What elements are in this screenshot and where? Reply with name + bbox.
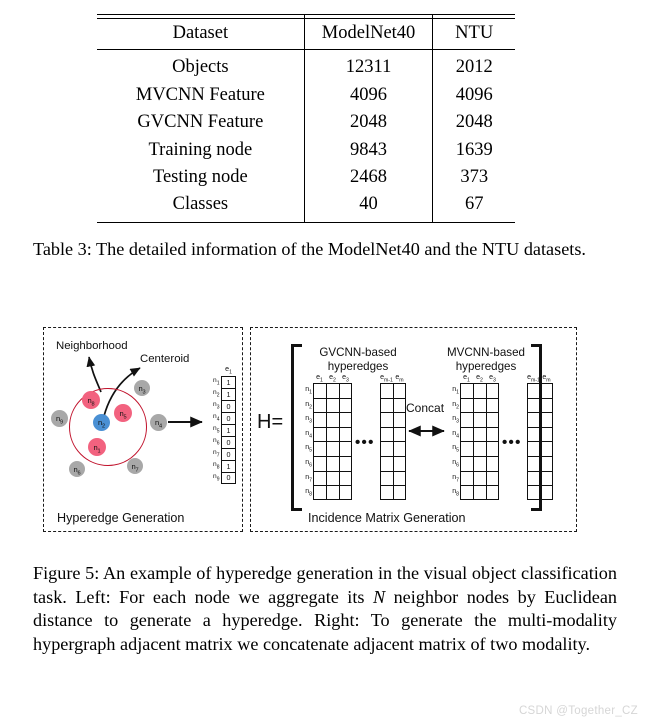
figure-caption-italic-n: N — [372, 586, 386, 607]
dataset-table-container — [97, 14, 515, 223]
table-header — [97, 14, 515, 50]
node-n8 — [82, 391, 100, 409]
cell-ntu: 2048 — [433, 109, 515, 136]
matrix-column — [540, 383, 553, 500]
incidence-matrix-panel — [250, 327, 577, 532]
csdn-watermark: CSDN @Together_CZ — [518, 705, 638, 717]
vector-row — [210, 460, 236, 472]
hyperedge-generation-panel — [43, 327, 243, 532]
matrix-row-label: $n_6$ — [452, 458, 459, 469]
centroid-label: Centeroid — [140, 353, 190, 365]
figure-caption-part-b: neighbor nodes by Euclidean distance to generate a hyperedge. Right: To generate the multi-modality hypergraph adjacent matrix we concatenate adjacent matrix of two modality. — [33, 586, 617, 654]
vector-row-label: $n_6$ — [213, 437, 220, 447]
cell-ntu: 1639 — [433, 136, 515, 163]
table-row — [97, 109, 515, 136]
vector-cell: 0 — [221, 448, 236, 460]
mvcnn-matrix-first — [452, 373, 499, 500]
cell-row-label: Testing node — [152, 167, 248, 188]
mvcnn-title-line2: hyperedges — [455, 359, 517, 373]
mvcnn-ellipsis: ••• — [502, 434, 522, 451]
cell-row-label: MVCNN Feature — [135, 84, 265, 105]
node-label: $n_7$ — [131, 461, 139, 474]
node-label: $n_9$ — [56, 414, 63, 426]
neighborhood-label: Neighborhood — [56, 340, 128, 352]
matrix-column — [486, 383, 499, 500]
node-n6 — [69, 461, 85, 477]
mvcnn-title-line1: MVCNN-based — [447, 346, 525, 359]
table-body — [97, 50, 515, 222]
mvcnn-group-title — [436, 346, 536, 373]
vector-row-label: $n_2$ — [213, 389, 220, 399]
gvcnn-matrix-first — [305, 373, 352, 500]
matrix-column — [326, 383, 339, 500]
cell-row-label: Training node — [148, 139, 253, 160]
matrix-row-label: $n_4$ — [452, 429, 459, 440]
mvcnn-matrix-last — [527, 374, 553, 500]
matrix-col-head: $e_2$ — [329, 373, 336, 383]
vector-row — [210, 376, 236, 388]
table-row — [97, 191, 515, 222]
matrix-col-head: $e_{m-1}$ — [527, 373, 540, 383]
matrix-column — [313, 383, 326, 500]
matrix-column — [339, 383, 352, 500]
matrix-col-head: $e_m$ — [542, 373, 551, 383]
cell-modelnet40: 40 — [304, 191, 433, 222]
vector-row-label: $n_1$ — [213, 377, 220, 387]
matrix-row-label: $n_3$ — [305, 415, 312, 425]
node-n2-centroid — [93, 414, 110, 431]
gvcnn-matrix-row-labels — [301, 383, 312, 500]
matrix-grid — [527, 383, 553, 500]
matrix-col-head: $e_2$ — [476, 373, 483, 383]
matrix-column — [527, 383, 540, 500]
node-n3 — [134, 380, 150, 396]
node-label: $n_8$ — [87, 395, 95, 408]
matrix-row-label: $n_4$ — [305, 429, 312, 440]
vector-cell: 0 — [221, 412, 236, 424]
matrix-grid — [460, 383, 499, 500]
vector-row — [210, 388, 236, 400]
matrix-grid — [313, 383, 352, 500]
incidence-vector — [210, 366, 236, 484]
vector-row — [210, 448, 236, 460]
cell-modelnet40: 4096 — [304, 81, 433, 108]
cell-ntu: 373 — [433, 164, 515, 191]
vector-cell: 1 — [221, 460, 236, 472]
matrix-column — [473, 383, 486, 500]
vector-cell: 0 — [221, 436, 236, 448]
cell-modelnet40: 2048 — [304, 109, 433, 136]
vector-row-label: $n_7$ — [213, 449, 220, 459]
gvcnn-title-line1: GVCNN-based — [319, 346, 397, 359]
gvcnn-matrix-col-heads — [313, 374, 352, 383]
matrix-row-label: $n_2$ — [305, 400, 312, 410]
node-n4 — [150, 414, 167, 431]
matrix-row-label: $n_7$ — [305, 473, 312, 483]
figure-5 — [43, 327, 577, 532]
table-top-rule-outer — [97, 14, 515, 15]
table-header-row — [97, 14, 515, 50]
vector-row — [210, 400, 236, 412]
vector-row — [210, 436, 236, 448]
table-row — [97, 50, 515, 81]
figure-caption-part-a: Figure 5: An example of hyperedge generation in the visual object classification task. Left: For each node we aggregate its — [33, 563, 617, 607]
matrix-row-label: $n_8$ — [452, 488, 459, 498]
vector-cell: 1 — [221, 424, 236, 436]
node-label: $n_5$ — [119, 408, 127, 421]
node-label: $n_1$ — [93, 442, 101, 455]
mvcnn-matrix-col-heads — [460, 374, 499, 383]
column-header-ntu: NTU — [433, 14, 515, 50]
cell-modelnet40: 9843 — [304, 136, 433, 163]
vector-row-label: $n_5$ — [213, 425, 220, 435]
matrix-col-head: $e_1$ — [316, 373, 323, 383]
node-n5 — [114, 404, 132, 422]
vector-cell: 0 — [221, 472, 236, 484]
vector-row-label: $n_4$ — [213, 413, 220, 423]
matrix-column — [460, 383, 473, 500]
node-label: $n_4$ — [155, 418, 162, 430]
vector-row — [210, 412, 236, 424]
matrix-row-label: $n_1$ — [305, 386, 312, 396]
matrix-row-label: $n_3$ — [452, 415, 459, 425]
gvcnn-ellipsis: ••• — [355, 434, 375, 451]
matrix-row-label: $n_8$ — [305, 488, 312, 498]
vector-cell: 1 — [221, 376, 236, 388]
column-header-modelnet40: ModelNet40 — [304, 14, 433, 50]
matrix-row-label: $n_5$ — [452, 444, 459, 454]
node-label: $n_3$ — [138, 383, 146, 396]
matrix-row-label: $n_1$ — [452, 386, 459, 396]
cell-modelnet40: 2468 — [304, 164, 433, 191]
table-row — [97, 81, 515, 108]
node-n7 — [127, 458, 143, 474]
vector-row-label: $n_8$ — [213, 461, 220, 471]
cell-ntu: 2012 — [433, 50, 515, 81]
vector-head-label: $e_1$ — [225, 366, 232, 376]
mvcnn-matrix-row-labels — [448, 383, 459, 500]
matrix-col-head: $e_3$ — [489, 373, 496, 383]
vector-row — [210, 424, 236, 436]
mvcnn-matrix-last-col-heads — [527, 374, 553, 383]
neighborhood-arrow — [89, 357, 101, 392]
figure-caption — [33, 562, 617, 657]
vector-row-label: $n_9$ — [213, 473, 220, 483]
cell-modelnet40: 12311 — [304, 50, 433, 81]
matrix-row-label: $n_5$ — [305, 444, 312, 454]
node-label: $n_6$ — [73, 464, 81, 477]
matrix-col-head: $e_3$ — [342, 373, 349, 383]
column-header-dataset: Dataset — [172, 23, 229, 43]
concat-label: Concat — [406, 401, 445, 415]
table-row — [97, 136, 515, 163]
vector-row-label: $n_3$ — [213, 401, 220, 411]
left-panel-title: Hyperedge Generation — [57, 511, 185, 525]
gvcnn-matrix-last-col-heads — [380, 374, 406, 383]
cell-ntu: 67 — [433, 191, 515, 222]
matrix-column — [380, 383, 393, 500]
vector-row — [210, 472, 236, 484]
right-panel-title: Incidence Matrix Generation — [308, 511, 466, 525]
cell-row-label: Classes — [172, 194, 229, 215]
node-n1 — [88, 438, 106, 456]
cell-row-label: GVCNN Feature — [137, 112, 264, 133]
node-n9 — [51, 410, 68, 427]
matrix-row-label: $n_2$ — [452, 400, 459, 410]
table-caption: Table 3: The detailed information of the ModelNet40 and the NTU datasets. — [33, 239, 586, 259]
table-row — [97, 164, 515, 191]
matrix-col-head: $e_1$ — [463, 373, 470, 383]
h-matrix-symbol: H= — [257, 411, 284, 433]
vector-cell: 1 — [221, 388, 236, 400]
gvcnn-title-line2: hyperedges — [327, 359, 389, 373]
cell-ntu: 4096 — [433, 81, 515, 108]
dataset-table — [97, 14, 515, 223]
matrix-col-head: $e_{m-1}$ — [380, 373, 393, 383]
matrix-row-label: $n_7$ — [452, 473, 459, 483]
cell-row-label: Objects — [172, 57, 229, 78]
gvcnn-group-title — [308, 346, 408, 373]
node-label: $n_2$ — [98, 418, 105, 430]
vector-cell: 0 — [221, 400, 236, 412]
matrix-row-label: $n_6$ — [305, 458, 312, 469]
matrix-col-head: $e_m$ — [395, 373, 404, 383]
table-top-rule-inner — [97, 18, 515, 19]
